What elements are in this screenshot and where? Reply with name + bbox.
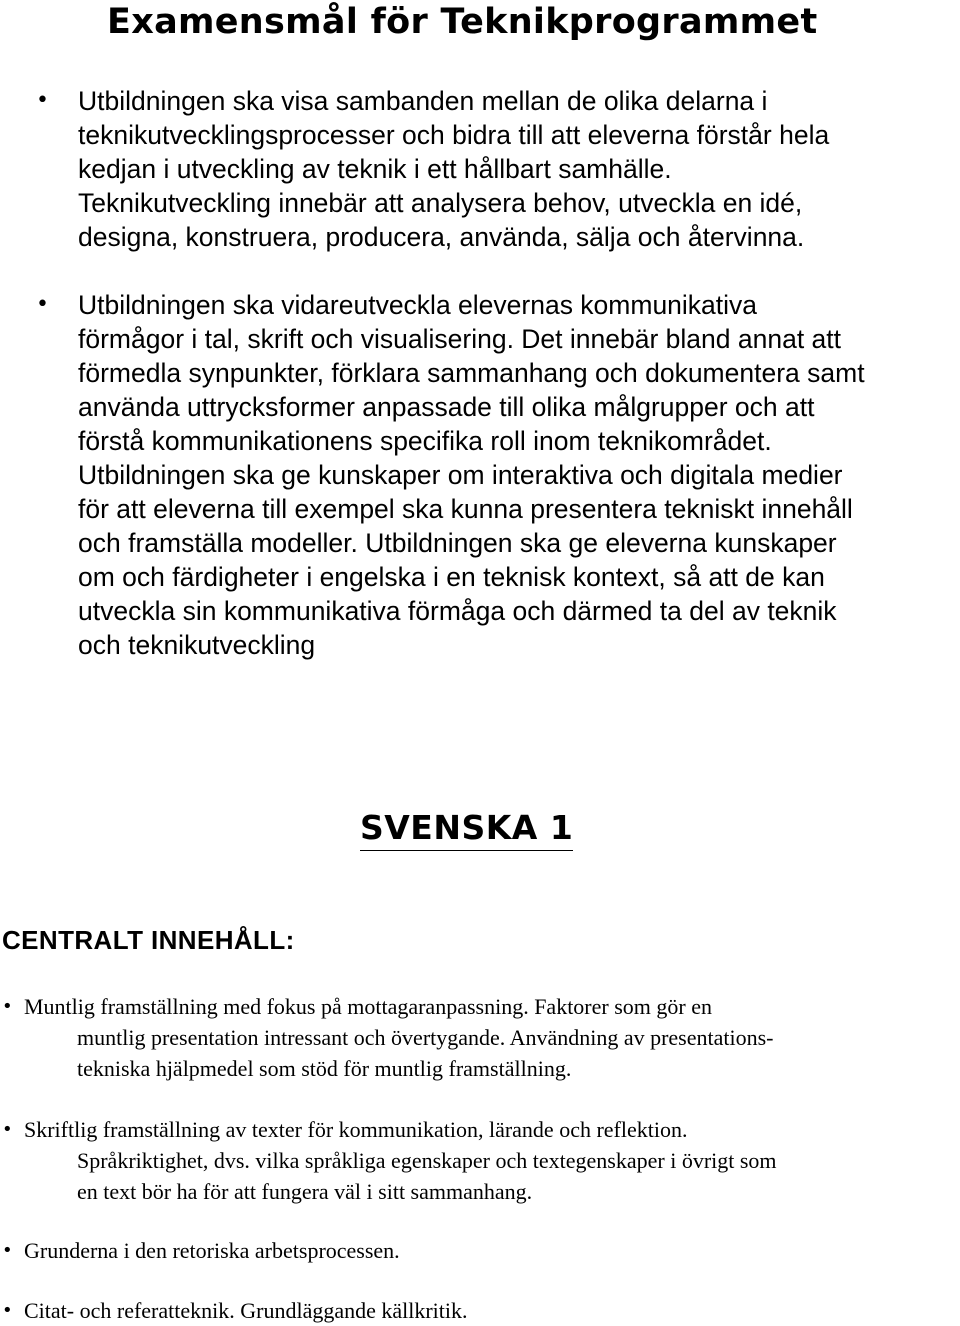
text-line: använda uttrycksformer anpassade till olika målgrupper och att: [78, 392, 815, 422]
text-line: muntlig presentation intressant och övertygande. Användning av presentations-: [77, 1025, 774, 1050]
text-line: kedjan i utveckling av teknik i ett hållbart samhälle.: [78, 154, 672, 184]
bullet-icon: •: [2, 1119, 13, 1140]
text-line: om och färdigheter i engelska i en teknisk kontext, så att de kan: [78, 562, 825, 592]
text-line: teknikutvecklingsprocesser och bidra till att eleverna förstår hela: [78, 120, 830, 150]
content-item: [24, 1114, 777, 1207]
text-line: Utbildningen ska vidareutveckla elevernas kommunikativa: [78, 290, 758, 320]
text-line: utveckla sin kommunikativa förmåga och därmed ta del av teknik: [78, 596, 837, 626]
text-line: en text bör ha för att fungera väl i sitt sammanhang.: [77, 1179, 533, 1204]
text-line: tekniska hjälpmedel som stöd för muntlig framställning.: [77, 1056, 572, 1081]
text-line: Språkriktighet, dvs. vilka språkliga egenskaper och textegenskaper i övrigt som: [77, 1148, 777, 1173]
text-line: förmedla synpunkter, förklara sammanhang och dokumentera samt: [78, 358, 865, 388]
text-line: Citat- och referatteknik. Grundläggande källkritik.: [24, 1298, 468, 1323]
text-line: Utbildningen ska visa sambanden mellan de olika delarna i: [78, 86, 768, 116]
text-line: Utbildningen ska ge kunskaper om interaktiva och digitala medier: [78, 460, 843, 490]
section-heading: CENTRALT INNEHÅLL:: [2, 925, 295, 955]
text-line: Teknikutveckling innebär att analysera behov, utveckla en idé,: [78, 188, 803, 218]
text-line: Skriftlig framställning av texter för kommunikation, lärande och reflektion.: [24, 1117, 688, 1142]
text-line: Grunderna i den retoriska arbetsprocessen.: [24, 1238, 400, 1263]
text-line: designa, konstruera, producera, använda, sälja och återvinna.: [78, 222, 805, 252]
bullet-icon: •: [2, 996, 13, 1017]
content-item: [24, 1235, 400, 1266]
bullet-icon: •: [2, 1300, 13, 1321]
content-item: [24, 991, 774, 1084]
bullet-icon: •: [2, 1240, 13, 1261]
goal-paragraph: [78, 288, 865, 662]
text-line: Muntlig framställning med fokus på mottagaranpassning. Faktorer som gör en: [24, 994, 712, 1019]
text-line: förmågor i tal, skrift och visualisering. Det innebär bland annat att: [78, 324, 842, 354]
text-line: förstå kommunikationens specifika roll inom teknikområdet.: [78, 426, 772, 456]
subject-heading: SVENSKA 1: [360, 806, 573, 851]
text-line: för att eleverna till exempel ska kunna presentera tekniskt innehåll: [78, 494, 853, 524]
text-line: och teknikutveckling: [78, 630, 316, 660]
bullet-icon: •: [36, 292, 49, 317]
document-title: Examensmål för Teknikprogrammet: [107, 2, 818, 42]
bullet-icon: •: [36, 88, 49, 113]
content-item: [24, 1295, 468, 1326]
text-line: och framställa modeller. Utbildningen ska ge eleverna kunskaper: [78, 528, 837, 558]
goal-paragraph: [78, 84, 829, 254]
